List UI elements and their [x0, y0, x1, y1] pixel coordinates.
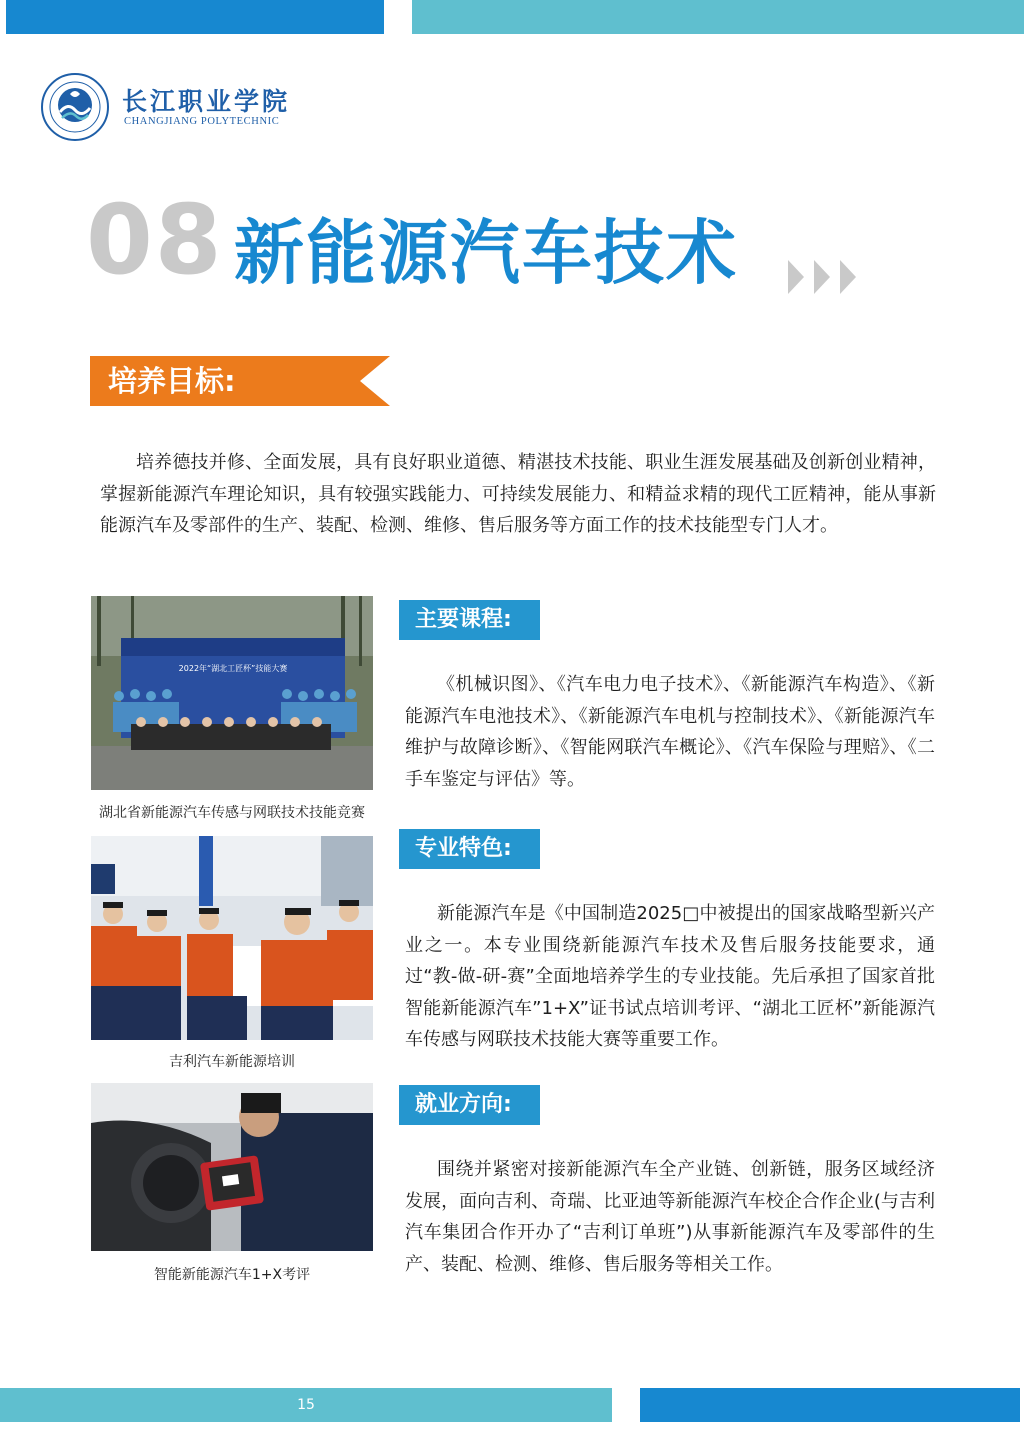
jobs-heading: 就业方向: — [399, 1085, 540, 1125]
assessment-photo — [91, 1083, 373, 1251]
section-number: 08 — [86, 184, 224, 296]
courses-paragraph: 《机械识图》、《汽车电力电子技术》、《新能源汽车构造》、《新能源汽车电池技术》、《新能源汽车电机与控制技术》、《新能源汽车维护与故障诊断》、《智能网联汽车概论》、《汽车保险与理赔》、《二手车鉴定与评估》等。 — [405, 674, 935, 790]
goal-paragraph: 培养德技并修、全面发展，具有良好职业道德、精湛技术技能、职业生涯发展基础及创新创业精神，掌握新能源汽车理论知识，具有较强实践能力、可持续发展能力、和精益求精的现代工匠精神，能从事新能源汽车及零部件的生产、装配、检测、维修、售后服务等方面工作的技术技能型专门人才。 — [100, 452, 936, 536]
training-photo — [91, 836, 373, 1040]
college-logo — [40, 72, 290, 142]
footer-bar-blue — [640, 1388, 1020, 1422]
page-number: 15 — [297, 1397, 315, 1413]
banner-text: 2022年“湖北工匠杯”技能大赛 — [178, 664, 288, 673]
top-bar-teal — [412, 0, 1024, 34]
training-photo-image — [91, 836, 373, 1040]
triple-arrow-icon — [788, 260, 860, 294]
photo-caption: 吉利汽车新能源培训 — [169, 1054, 295, 1070]
courses-heading: 主要课程: — [399, 600, 540, 640]
photo-caption: 智能新能源汽车1+X考评 — [153, 1267, 311, 1283]
college-name-en: CHANGJIANG POLYTECHNIC — [124, 116, 280, 127]
goal-heading: 培养目标: — [108, 364, 236, 398]
photo-caption: 湖北省新能源汽车传感与网联技术技能竞赛 — [99, 805, 365, 821]
jobs-paragraph: 围绕并紧密对接新能源汽车全产业链、创新链，服务区域经济发展，面向吉利、奇瑞、比亚迪等新能源汽车校企合作企业(与吉利汽车集团合作开办了“吉利订单班”)从事新能源汽车及零部件的生产、装配、检测、维修、售后服务等相关工作。 — [405, 1159, 935, 1275]
competition-photo-image — [91, 596, 373, 790]
assessment-photo-image — [91, 1083, 373, 1251]
college-emblem-icon — [40, 72, 110, 142]
features-paragraph: 新能源汽车是《中国制造2025□中被提出的国家战略型新兴产业之一。本专业围绕新能源汽车技术及售后服务技能要求，通过“教-做-研-赛”全面地培养学生的专业技能。先后承担了国家首批智能新能源汽车”1+X”证书试点培训考评、“湖北工匠杯”新能源汽车传感与网联技术技能大赛等重要工作。 — [405, 903, 935, 1050]
features-heading: 专业特色: — [399, 829, 540, 869]
top-bar-blue — [6, 0, 384, 34]
college-name-cn: 长江职业学院 — [122, 87, 291, 116]
competition-photo — [91, 596, 373, 790]
page-title: 新能源汽车技术 — [234, 212, 738, 294]
